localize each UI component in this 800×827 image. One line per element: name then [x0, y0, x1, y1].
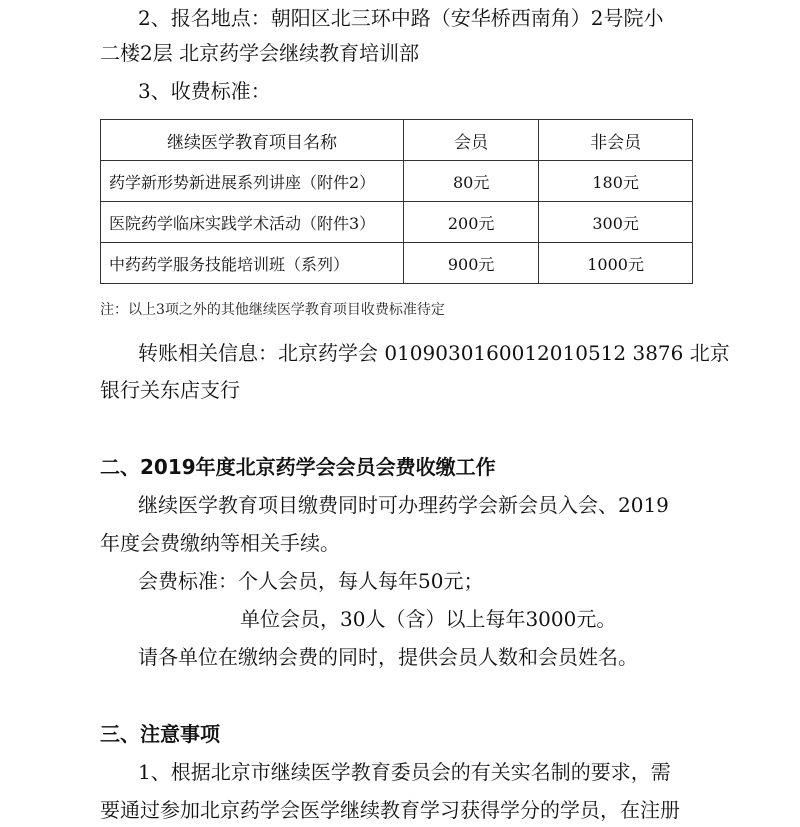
- fee-table-header-member: 会员: [404, 120, 539, 161]
- section2-paragraph-line1: 继续医学教育项目缴费同时可办理药学会新会员入会、2019: [138, 493, 669, 517]
- fee-table-cell-member: 80元: [404, 161, 539, 202]
- fee-table-header-project: 继续医学教育项目名称: [101, 120, 404, 161]
- section3-heading: 三、注意事项: [100, 722, 220, 746]
- fee-standard-title: 3、收费标准：: [138, 79, 271, 103]
- fee-table: [100, 119, 693, 284]
- fee-standard-unit: 单位会员，30人（含）以上每年3000元。: [240, 607, 617, 631]
- table-row: [101, 202, 693, 243]
- fee-table-cell-nonmember: 180元: [539, 161, 693, 202]
- fee-table-cell-nonmember: 300元: [539, 202, 693, 243]
- registration-location-line2: 二楼2层 北京药学会继续教育培训部: [100, 41, 420, 65]
- fee-table-header-nonmember: 非会员: [539, 120, 693, 161]
- section2-request: 请各单位在缴纳会费的同时，提供会员人数和会员姓名。: [138, 645, 638, 669]
- fee-table-cell-member: 200元: [404, 202, 539, 243]
- section2-paragraph-line2: 年度会费缴纳等相关手续。: [100, 531, 340, 555]
- fee-table-cell-project: 药学新形势新进展系列讲座（附件2）: [101, 161, 404, 202]
- fee-table-cell-project: 中药药学服务技能培训班（系列）: [101, 243, 404, 284]
- fee-table-cell-nonmember: 1000元: [539, 243, 693, 284]
- fee-table-note: 注：以上3项之外的其他继续医学教育项目收费标准待定: [100, 302, 445, 318]
- fee-table-cell-project: 医院药学临床实践学术活动（附件3）: [101, 202, 404, 243]
- section3-line1: 1、根据北京市继续医学教育委员会的有关实名制的要求，需: [138, 760, 671, 784]
- transfer-info-line2: 银行关东店支行: [100, 378, 240, 402]
- table-row: [101, 243, 693, 284]
- section3-line2: 要通过参加北京药学会医学继续教育学习获得学分的学员，在注册: [100, 798, 680, 822]
- fee-standard-individual: 会费标准：个人会员，每人每年50元；: [138, 569, 484, 593]
- transfer-info-line1: 转账相关信息：北京药学会 0109030160012010512 3876 北京: [138, 341, 730, 365]
- fee-table-header-row: [101, 120, 693, 161]
- table-row: [101, 161, 693, 202]
- fee-table-cell-member: 900元: [404, 243, 539, 284]
- registration-location-line1: 2、报名地点：朝阳区北三环中路（安华桥西南角）2号院小: [138, 6, 664, 30]
- section2-heading: 二、2019年度北京药学会会员会费收缴工作: [100, 455, 496, 479]
